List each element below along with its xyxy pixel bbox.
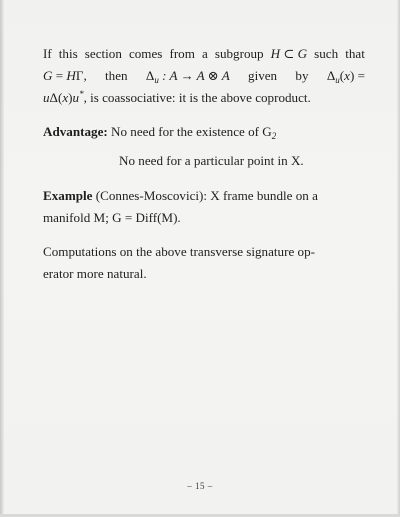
advantage-item-2: No need for a particular point in X. bbox=[119, 153, 304, 168]
computations-line-2: erator more natural. bbox=[43, 266, 147, 281]
example-paragraph bbox=[43, 185, 365, 229]
advantage-label: Advantage: bbox=[43, 124, 108, 139]
example-label: Example bbox=[43, 188, 93, 203]
subgroup-paragraph bbox=[43, 43, 365, 109]
page-body bbox=[43, 43, 365, 285]
advantage-paragraph bbox=[43, 121, 365, 143]
scan-left-edge-shadow bbox=[0, 0, 4, 517]
computations-line-1: Computations on the above transverse signature op- bbox=[43, 244, 315, 259]
computations-paragraph bbox=[43, 241, 365, 285]
example-line-1 bbox=[43, 185, 365, 207]
subgroup-line-2: G = HΓ, then $\Delta_u$ : A → A ⊗ A given by $\Delta_u(x)$ = bbox=[43, 68, 365, 85]
advantage-item-1: No need for the existence of G bbox=[111, 124, 272, 139]
example-line-1-text: (Connes-Moscovici): X frame bundle on a bbox=[95, 188, 318, 203]
example-line-2: manifold M; G = Diff(M). bbox=[43, 210, 181, 225]
advantage-line-1 bbox=[43, 121, 365, 143]
advantage-item-2-paragraph bbox=[43, 150, 365, 172]
subgroup-line-3: uΔ(x)u*, is coassociative: it is the above coproduct. bbox=[43, 89, 311, 105]
page-number: – 15 – bbox=[187, 481, 213, 491]
subgroup-line-1: If this section comes from a subgroup H ⊂ G such that bbox=[43, 46, 365, 61]
advantage-item-1-subscript: 2 bbox=[271, 131, 277, 141]
